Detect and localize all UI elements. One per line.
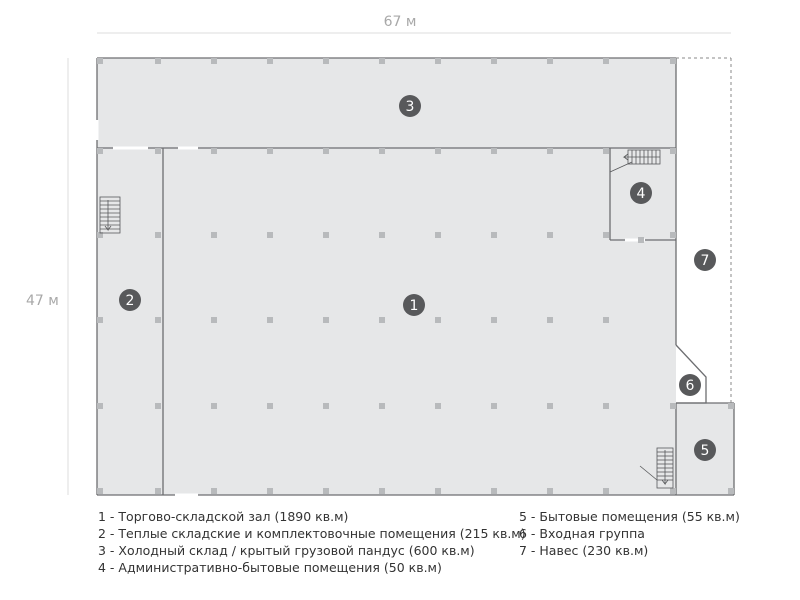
structural-column — [97, 403, 103, 409]
structural-column — [211, 232, 217, 238]
legend-right-column — [519, 508, 740, 559]
structural-column — [547, 232, 553, 238]
structural-column — [379, 58, 385, 64]
structural-column — [435, 317, 441, 323]
structural-column — [267, 148, 273, 154]
structural-column — [155, 317, 161, 323]
legend-item-6: 6 - Входная группа — [519, 526, 645, 541]
structural-column — [323, 58, 329, 64]
structural-column — [379, 148, 385, 154]
structural-column — [670, 488, 676, 494]
structural-column — [547, 148, 553, 154]
structural-column — [379, 232, 385, 238]
structural-column — [435, 148, 441, 154]
structural-column — [603, 232, 609, 238]
structural-column — [547, 317, 553, 323]
structural-column — [211, 58, 217, 64]
zone-badge-6-label: 6 — [685, 378, 695, 394]
zone-badge-5 — [694, 439, 716, 461]
structural-column — [211, 148, 217, 154]
structural-column — [323, 148, 329, 154]
structural-column — [435, 403, 441, 409]
structural-column — [491, 403, 497, 409]
structural-column — [728, 403, 734, 409]
structural-column — [211, 317, 217, 323]
structural-column — [97, 148, 103, 154]
zone-badge-1-label: 1 — [409, 298, 419, 314]
structural-column — [603, 58, 609, 64]
structural-column — [728, 488, 734, 494]
zone-badge-4-label: 4 — [636, 186, 646, 202]
zone-badge-2-label: 2 — [125, 293, 135, 309]
structural-column — [491, 232, 497, 238]
structural-column — [267, 317, 273, 323]
legend-item-1: 1 - Торгово-складской зал (1890 кв.м) — [98, 509, 349, 524]
structural-column — [97, 317, 103, 323]
zone-badge-7-label: 7 — [700, 253, 710, 269]
legend-item-5: 5 - Бытовые помещения (55 кв.м) — [519, 509, 740, 524]
structural-column — [97, 58, 103, 64]
structural-column — [547, 403, 553, 409]
structural-column — [155, 403, 161, 409]
zone-badge-3-label: 3 — [405, 99, 415, 115]
zone-badge-4 — [630, 182, 652, 204]
structural-column — [491, 58, 497, 64]
structural-column — [491, 488, 497, 494]
legend-item-7: 7 - Навес (230 кв.м) — [519, 543, 649, 558]
structural-column — [670, 403, 676, 409]
structural-column — [323, 488, 329, 494]
structural-column — [155, 58, 161, 64]
structural-column — [155, 488, 161, 494]
structural-column — [267, 403, 273, 409]
structural-column — [211, 488, 217, 494]
structural-column — [323, 232, 329, 238]
zone-badge-3 — [399, 95, 421, 117]
width-dimension-label: 67 м — [383, 14, 417, 30]
zone-badge-7 — [694, 249, 716, 271]
structural-column — [267, 232, 273, 238]
structural-column — [603, 488, 609, 494]
zone-badge-2 — [119, 289, 141, 311]
structural-column — [267, 58, 273, 64]
structural-column — [211, 403, 217, 409]
structural-column — [323, 317, 329, 323]
structural-column — [379, 488, 385, 494]
structural-column — [155, 232, 161, 238]
structural-column — [547, 58, 553, 64]
structural-column — [435, 232, 441, 238]
structural-column — [638, 237, 644, 243]
structural-column — [603, 317, 609, 323]
structural-column — [155, 148, 161, 154]
structural-column — [670, 148, 676, 154]
structural-column — [323, 403, 329, 409]
structural-column — [670, 58, 676, 64]
floor-areas — [97, 58, 734, 495]
structural-column — [97, 488, 103, 494]
zone-badge-1 — [403, 294, 425, 316]
structural-column — [267, 488, 273, 494]
structural-column — [603, 403, 609, 409]
legend-item-2: 2 - Теплые складские и комплектовочные помещения (215 кв.м) — [98, 526, 526, 541]
structural-column — [435, 488, 441, 494]
legend-item-3: 3 - Холодный склад / крытый грузовой пандус (600 кв.м) — [98, 543, 475, 558]
structural-column — [670, 232, 676, 238]
structural-column — [491, 317, 497, 323]
structural-column — [603, 148, 609, 154]
zone-badge-5-label: 5 — [700, 443, 710, 459]
height-dimension-label: 47 м — [26, 293, 59, 309]
main-building-floor — [97, 58, 676, 495]
structural-column — [547, 488, 553, 494]
legend-left-column — [98, 508, 526, 576]
structural-column — [379, 317, 385, 323]
zone-badge-6 — [679, 374, 701, 396]
structural-column — [491, 148, 497, 154]
legend-item-4: 4 - Административно-бытовые помещения (50 кв.м) — [98, 560, 442, 575]
structural-column — [379, 403, 385, 409]
structural-column — [435, 58, 441, 64]
canopy-outline — [676, 58, 731, 403]
